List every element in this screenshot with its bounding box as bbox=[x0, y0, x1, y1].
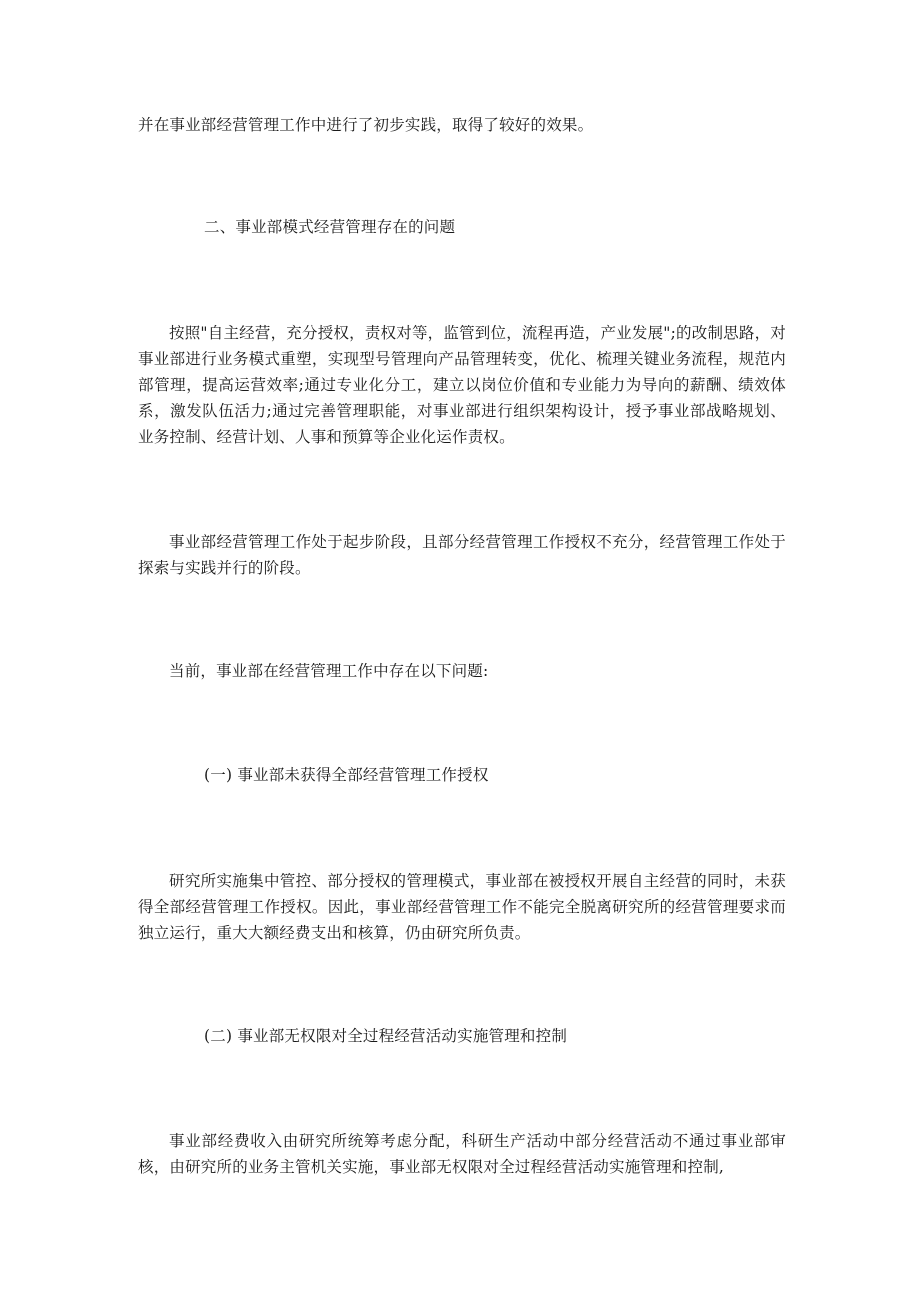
subheading-1: (一) 事业部未获得全部经营管理工作授权 bbox=[204, 766, 489, 784]
paragraph-3: 事业部经营管理工作处于起步阶段，且部分经营管理工作授权不充分，经营管理工作处于探索与实践并行的阶段。 bbox=[138, 533, 786, 577]
section-heading-2: 二、事业部模式经营管理存在的问题 bbox=[204, 218, 456, 236]
paragraph-1: 并在事业部经营管理工作中进行了初步实践，取得了较好的效果。 bbox=[138, 116, 594, 134]
paragraph-5: 研究所实施集中管控、部分授权的管理模式，事业部在被授权开展自主经营的同时，未获得全部经营管理工作授权。因此，事业部经营管理工作不能完全脱离研究所的经营管理要求而独立运行，重大大额经费支出和核算，仍由研究所负责。 bbox=[138, 872, 786, 942]
paragraph-4: 当前，事业部在经营管理工作中存在以下问题: bbox=[169, 662, 489, 680]
paragraph-6: 事业部经费收入由研究所统筹考虑分配，科研生产活动中部分经营活动不通过事业部审核，由研究所的业务主管机关实施，事业部无权限对全过程经营活动实施管理和控制, bbox=[138, 1132, 786, 1176]
subheading-2: (二) 事业部无权限对全过程经营活动实施管理和控制 bbox=[204, 1027, 568, 1045]
paragraph-2: 按照"自主经营，充分授权，责权对等，监管到位，流程再造，产业发展";的改制思路，对事业部进行业务模式重塑，实现型号管理向产品管理转变，优化、梳理关键业务流程，规范内部管理，提高运营效率;通过专业化分工，建立以岗位价值和专业能力为导向的薪酬、绩效体系，激发队伍活力;通过完善管理职能，对事业部进行组织架构设计，授予事业部战略规划、业务控制、经营计划、人事和预算等企业化运作责权。 bbox=[138, 324, 786, 446]
